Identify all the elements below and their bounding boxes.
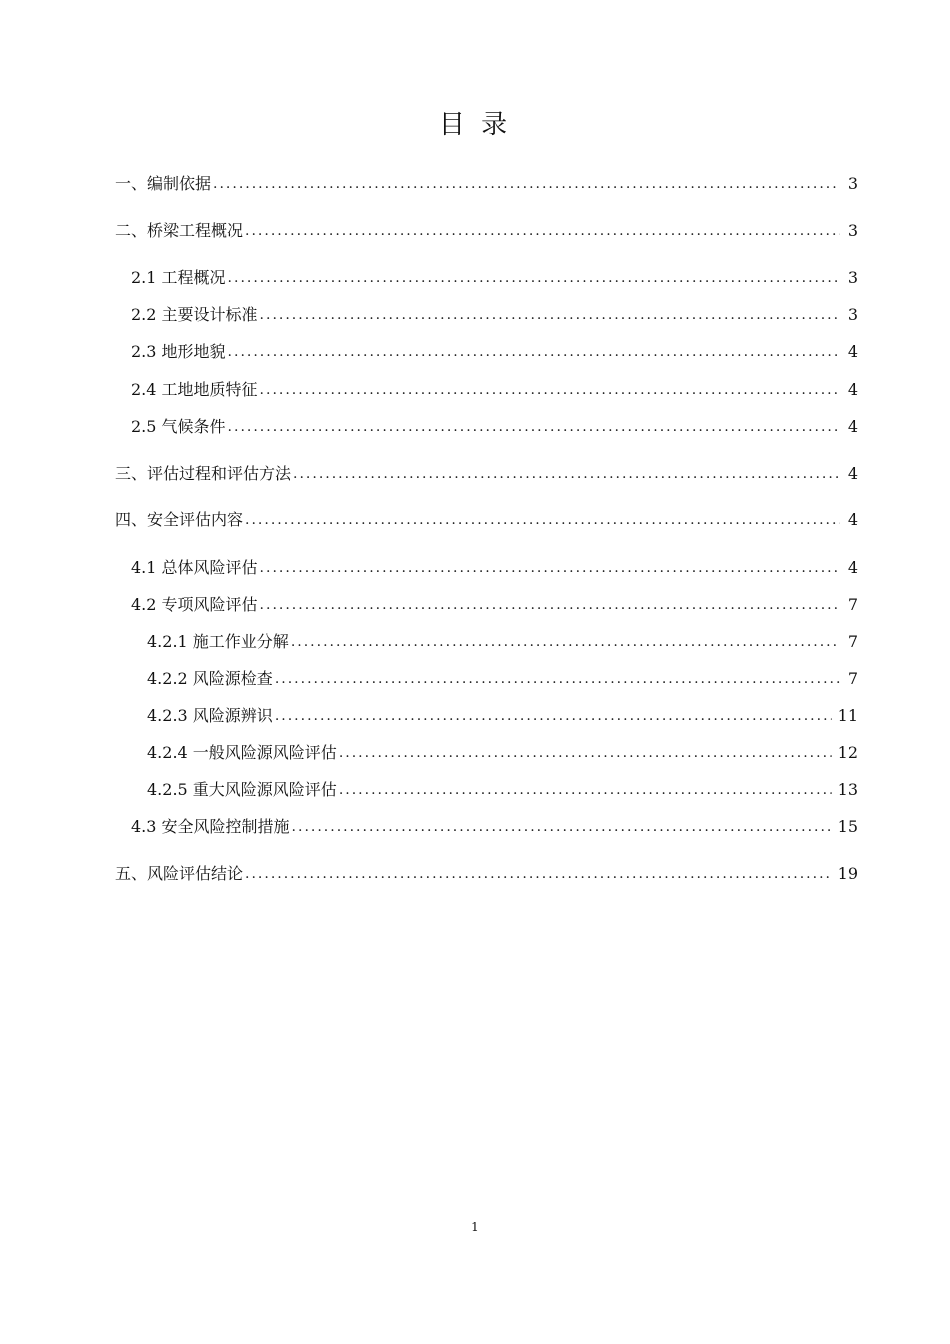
toc-entry-label: 4.2.3 风险源辨识 bbox=[147, 706, 273, 725]
toc-entry-page: 4 bbox=[847, 342, 858, 361]
toc-leader-dots bbox=[228, 340, 840, 364]
toc-leader-dots bbox=[260, 593, 840, 617]
toc-leader-dots bbox=[292, 815, 832, 839]
toc-entry-page: 3 bbox=[847, 221, 858, 240]
toc-leader-dots bbox=[339, 778, 832, 802]
toc-leader-dots bbox=[275, 704, 832, 728]
toc-entry-label: 一、编制依据 bbox=[115, 174, 212, 193]
toc-entry-3[interactable] bbox=[115, 462, 858, 486]
toc-entry-label: 二、桥梁工程概况 bbox=[115, 221, 244, 240]
toc-leader-dots bbox=[245, 862, 832, 886]
toc-entry-page: 4 bbox=[847, 380, 858, 399]
toc-leader-dots bbox=[228, 266, 840, 290]
toc-entry-4-2-1[interactable] bbox=[147, 630, 858, 654]
toc-entry-2-5[interactable] bbox=[131, 415, 858, 439]
toc-entry-2-1[interactable] bbox=[131, 266, 858, 290]
toc-entry-label: 2.1 工程概况 bbox=[131, 268, 226, 287]
toc-leader-dots bbox=[245, 508, 840, 532]
toc-entry-4-2-5[interactable] bbox=[147, 778, 858, 802]
toc-leader-dots bbox=[213, 172, 840, 196]
toc-entry-label: 2.3 地形地貌 bbox=[131, 342, 226, 361]
toc-entry-label: 4.2 专项风险评估 bbox=[131, 595, 258, 614]
toc-entry-page: 4 bbox=[847, 464, 858, 483]
toc-entry-2-2[interactable] bbox=[131, 303, 858, 327]
toc-title: 目 录 bbox=[438, 110, 512, 140]
toc-leader-dots bbox=[339, 741, 832, 765]
toc-leader-dots bbox=[245, 219, 840, 243]
toc-entry-4-3[interactable] bbox=[131, 815, 858, 839]
toc-entry-label: 三、评估过程和评估方法 bbox=[115, 464, 292, 483]
toc-entry-2-3[interactable] bbox=[131, 340, 858, 364]
toc-entry-label: 2.2 主要设计标准 bbox=[131, 305, 258, 324]
toc-entry-4[interactable] bbox=[115, 508, 858, 532]
toc-entry-label: 五、风险评估结论 bbox=[115, 864, 244, 883]
toc-entry-label: 4.2.5 重大风险源风险评估 bbox=[147, 780, 337, 799]
toc-leader-dots bbox=[293, 462, 840, 486]
toc-entry-page: 15 bbox=[837, 817, 858, 836]
toc-entry-2[interactable] bbox=[115, 219, 858, 243]
toc-leader-dots bbox=[260, 378, 840, 402]
toc-entry-page: 4 bbox=[847, 417, 858, 436]
toc-entry-page: 7 bbox=[847, 632, 858, 651]
toc-leader-dots bbox=[291, 630, 840, 654]
toc-entry-4-2-2[interactable] bbox=[147, 667, 858, 691]
toc-entry-label: 四、安全评估内容 bbox=[115, 510, 244, 529]
toc-entry-page: 7 bbox=[847, 669, 858, 688]
toc-entry-page: 3 bbox=[847, 268, 858, 287]
toc-entry-4-2[interactable] bbox=[131, 593, 858, 617]
toc-entry-1[interactable] bbox=[115, 172, 858, 196]
toc-entry-page: 19 bbox=[837, 864, 858, 883]
toc-entry-label: 4.2.1 施工作业分解 bbox=[147, 632, 289, 651]
toc-leader-dots bbox=[275, 667, 840, 691]
toc-entry-label: 2.5 气候条件 bbox=[131, 417, 226, 436]
toc-leader-dots bbox=[260, 303, 840, 327]
toc-entry-2-4[interactable] bbox=[131, 378, 858, 402]
toc-entry-page: 4 bbox=[847, 558, 858, 577]
toc-entry-page: 12 bbox=[837, 743, 858, 762]
toc-leader-dots bbox=[228, 415, 840, 439]
page-number: 1 bbox=[471, 1220, 479, 1234]
toc-entry-label: 2.4 工地地质特征 bbox=[131, 380, 258, 399]
toc-entry-page: 13 bbox=[837, 780, 858, 799]
toc-entry-label: 4.2.4 一般风险源风险评估 bbox=[147, 743, 337, 762]
toc-entry-page: 7 bbox=[847, 595, 858, 614]
toc-entry-label: 4.1 总体风险评估 bbox=[131, 558, 258, 577]
toc-entry-label: 4.2.2 风险源检查 bbox=[147, 669, 273, 688]
toc-entry-4-2-4[interactable] bbox=[147, 741, 858, 765]
toc-entry-page: 3 bbox=[847, 174, 858, 193]
toc-entry-4-2-3[interactable] bbox=[147, 704, 858, 728]
toc-entry-5[interactable] bbox=[115, 862, 858, 886]
toc-entry-label: 4.3 安全风险控制措施 bbox=[131, 817, 290, 836]
toc-entry-page: 3 bbox=[847, 305, 858, 324]
toc-entry-page: 4 bbox=[847, 510, 858, 529]
toc-entry-4-1[interactable] bbox=[131, 556, 858, 580]
toc-leader-dots bbox=[260, 556, 840, 580]
toc-entry-page: 11 bbox=[837, 706, 858, 725]
